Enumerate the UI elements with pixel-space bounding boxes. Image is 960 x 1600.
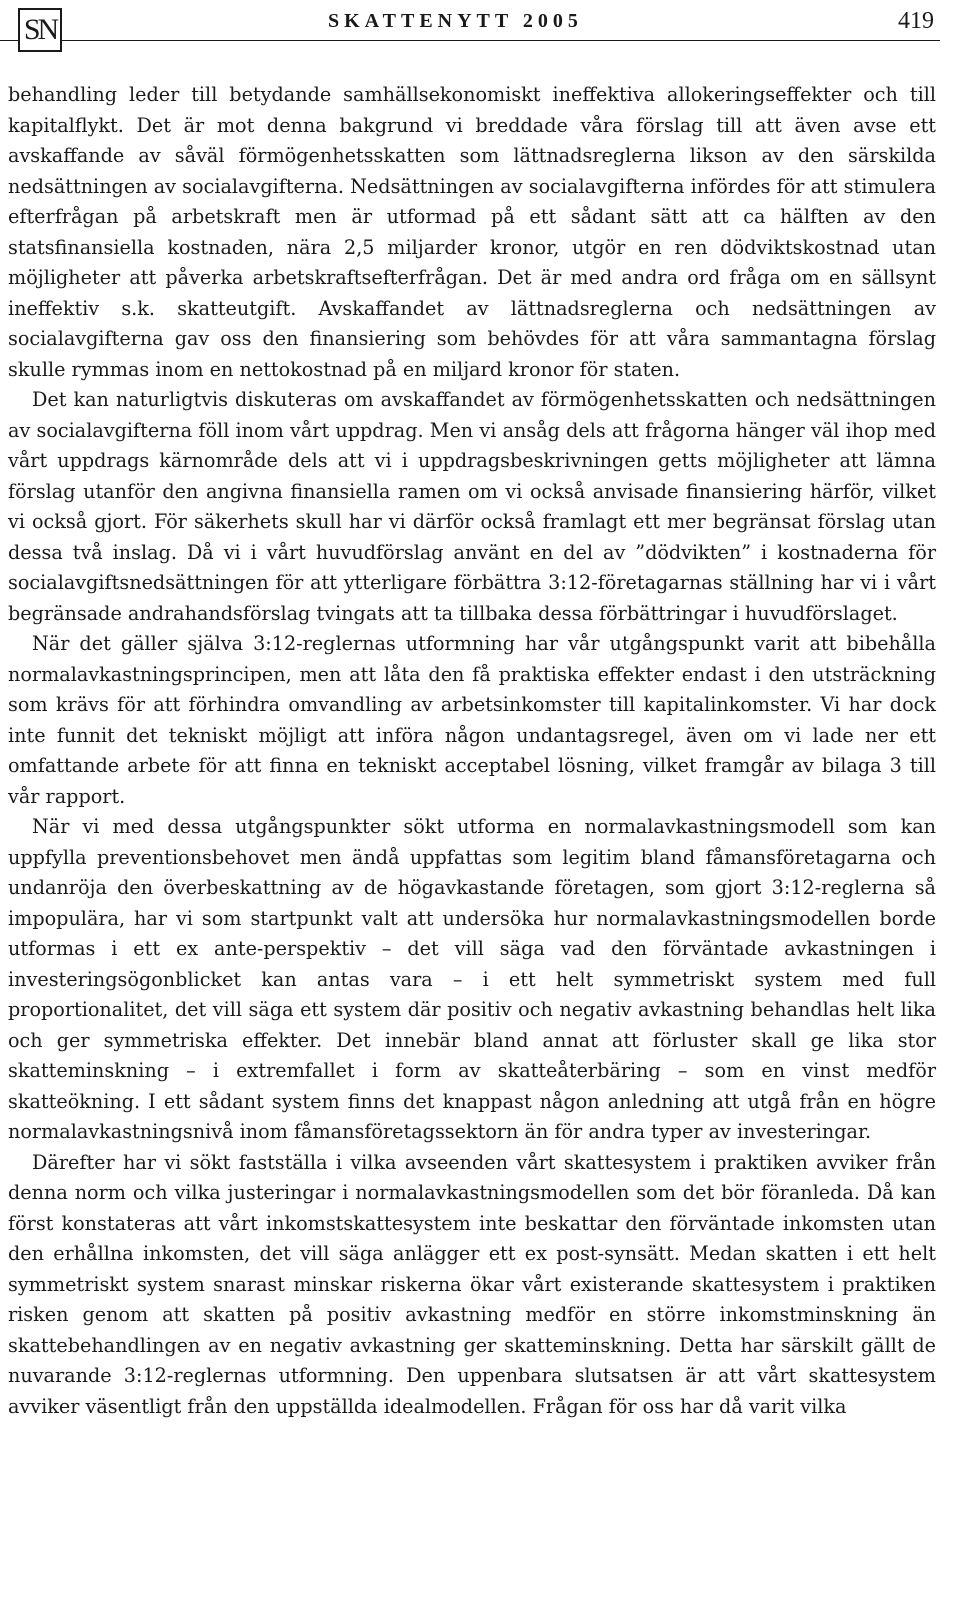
paragraph-1: behandling leder till betydande samhällsekonomiskt ineffektiva allokeringseffekter och till kapitalflykt. Det är mot denna bakgrund vi breddade våra förslag till att även avse ett avskaffande av såväl förmögenhetsskatten som lättnadsreglerna likson av den särskilda nedsättningen av socialavgifterna. Nedsättningen av socialavgifterna infördes för att stimulera efterfrågan på arbetskraft men är utformad på ett sådant sätt att ca hälften av den statsfinansiella kostnaden, nära 2,5 miljarder kronor, utgör en ren dödviktskostnad utan möjligheter att påverka arbetskraftsefterfrågan. Det är med andra ord fråga om en sällsynt ineffektiv s.k. skatteutgift. Avskaffandet av lättnadsreglerna och nedsättningen av socialavgifterna gav oss den finansiering som behövdes för att våra sammantagna förslag skulle rymmas inom en nettokostnad på en miljard kronor för staten. xyxy=(8,83,936,381)
body-text xyxy=(8,80,936,1422)
running-header xyxy=(0,0,960,60)
header-rule-right xyxy=(62,40,940,41)
header-rule-left xyxy=(0,40,18,41)
paragraph-2: Det kan naturligtvis diskuteras om avskaffandet av förmögenhetsskatten och nedsättningen av socialavgifterna föll inom vårt uppdrag. Men vi ansåg dels att frågorna hänger väl ihop med vårt uppdrags kärnområde dels att vi i uppdragsbeskrivningen getts möjligheter att lämna förslag utanför den angivna finansiella ramen om vi också anvisade finansiering härför, vilket vi också gjort. För säkerhets skull har vi därför också framlagt ett mer begränsat förslag utan dessa två inslag. Då vi i vårt huvudförslag använt en del av ”dödvikten” i kostnaderna för socialavgiftsnedsättningen för att ytterligare förbättra 3:12-företagarnas ställning har vi i vårt begränsade andrahandsförslag tvingats att ta tillbaka dessa förbättringar i huvudförslaget. xyxy=(8,388,936,625)
journal-logo: SN xyxy=(18,8,62,52)
paragraph-3: När det gäller själva 3:12-reglernas utformning har vår utgångspunkt varit att bibehålla normalavkastningsprincipen, men att låta den få praktiska effekter endast i den utsträckning som krävs för att förhindra omvandling av arbetsinkomster till kapitalinkomster. Vi har dock inte funnit det tekniskt möjligt att införa någon undantagsregel, även om vi lade ner ett omfattande arbete för att finna en tekniskt acceptabel lösning, vilket framgår av bilaga 3 till vår rapport. xyxy=(8,632,936,808)
paragraph-5: Därefter har vi sökt fastställa i vilka avseenden vårt skattesystem i praktiken avviker från denna norm och vilka justeringar i normalavkastningsmodellen som det bör föranleda. Då kan först konstateras att vårt inkomstskattesystem inte beskattar den förväntade inkomsten utan den erhållna inkomsten, det vill säga anlägger ett ex post-synsätt. Medan skatten i ett helt symmetriskt system snarast minskar riskerna ökar vårt existerande skattesystem i praktiken risken genom att skatten på positiv avkastning medför en större inkomstminskning än skattebehandlingen av en negativ avkastning ger skatteminskning. Detta har särskilt gällt de nuvarande 3:12-reglernas utformning. Den uppenbara slutsatsen är att vårt skattesystem avviker väsentligt från den uppställda idealmodellen. Frågan för oss har då varit vilka xyxy=(8,1150,936,1418)
page-number: 419 xyxy=(898,8,934,34)
paragraph-4: När vi med dessa utgångspunkter sökt utforma en normalavkastningsmodell som kan uppfylla preventionsbehovet men ändå uppfattas som legitim bland fåmansföretagarna och undanröja den överbeskattning av de högavkastande företagen, som gjort 3:12-reglerna så impopulära, har vi som startpunkt valt att undersöka hur normalavkastningsmodellen borde utformas i ett ex ante-perspektiv – det vill säga vad den förväntade avkastningen i investeringsögonblicket kan antas vara – i ett helt symmetriskt system med full proportionalitet, det vill säga ett system där positiv och negativ avkastning behandlas helt lika och ger symmetriska effekter. Det innebär bland annat att förluster skall ge lika stor skatteminskning – i extremfallet i form av skatteåterbäring – som en vinst medför skatteökning. I ett sådant system finns det knappast någon anledning att utgå från en högre normalavkastningsnivå inom fåmansföretagssektorn än för andra typer av investeringar. xyxy=(8,815,936,1143)
journal-title: SKATTENYTT 2005 xyxy=(328,10,583,32)
